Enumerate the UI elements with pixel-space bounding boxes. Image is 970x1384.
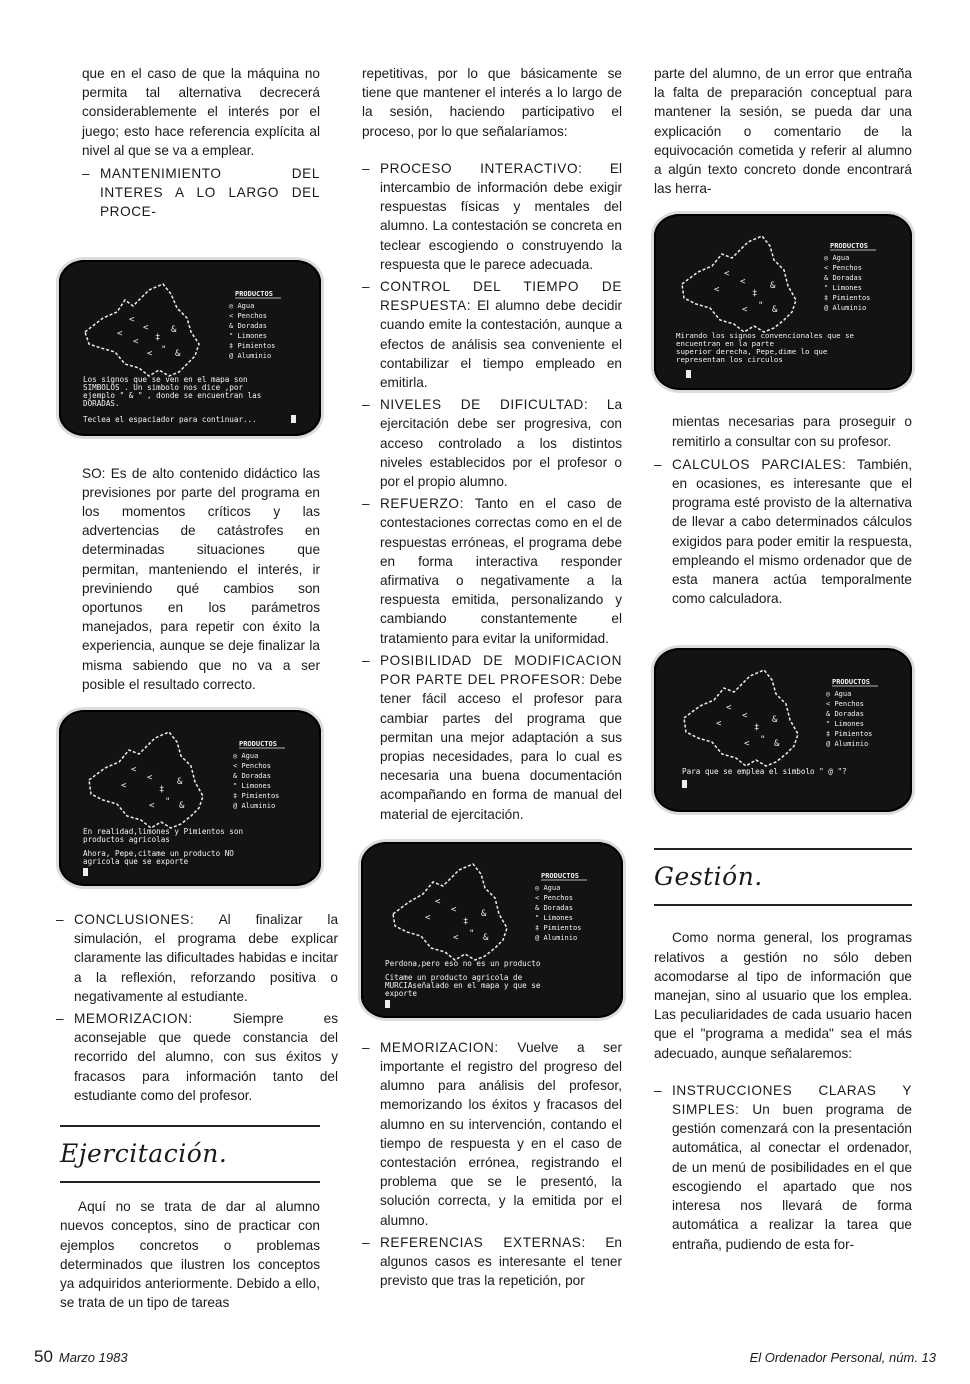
screen-graphic [361,842,623,1018]
item-text: La ejercitación debe ser progresiva, con acceso controlado a los distintos niveles establecidos por el profesor o por el propio alumno. [380,397,623,490]
legend-label: Penchos [543,893,573,902]
legend-symbol: " [826,720,831,729]
divider [60,1181,320,1183]
item-keyword: MANTENIMIENTO DEL INTERES A LO LARGO DEL PROCE- [100,166,320,220]
svg-text:‡ Pimientos [824,294,870,302]
list-item: – CONTROL DEL TIEMPO DE RESPUESTA: El alumno debe decidir cuando emite la contestación, aunque a efectos de análisis sea conveniente el contabilizar el tiempo empleado en emitirla. [362,279,622,391]
legend [535,872,587,942]
paragraph: repetitivas, por lo que básicamente se tiene que mantener el interés a lo largo de la sesión, haciendo participativo el proceso, por lo que señalaríamos: [362,66,622,139]
item-text: Tanto en el caso de contestaciones correctas como en el de respuestas erróneas, el programa debe en forma interactiva responder afirmativa o negativamente a la respuesta emitida, personalizando y cambiando constantemente el tratamiento para evitar la uniformidad. [380,496,622,646]
screen-graphic [59,710,321,886]
svg-text:& Doradas [535,904,573,912]
item-keyword: CONTROL DEL TIEMPO DE RESPUESTA: [380,279,622,314]
svg-text:& Doradas [826,710,864,718]
divider [654,848,912,850]
svg-text:&: & [179,801,185,812]
legend-label: Agua [543,883,561,892]
item-keyword: POSIBILIDAD DE MODIFICACION POR PARTE DEL PROFESOR: [380,652,622,688]
svg-text:< Penchos [826,700,864,708]
svg-text:‡ Pimientos [229,342,275,350]
screen-text [682,767,847,776]
legend-title: PRODUCTOS [239,740,277,749]
legend-label: Penchos [237,311,267,320]
section-title: Gestión. [654,862,763,892]
svg-text:<: < [147,348,153,359]
legend-title: PRODUCTOS [541,871,579,880]
legend-symbol: ◎ [826,690,831,699]
column-3 [654,64,912,1257]
legend-symbol: & [824,274,829,283]
svg-text:" Limones [229,332,267,340]
svg-text:" Limones [535,914,573,922]
legend-symbol: ‡ [229,341,234,350]
legend-label: Limones [237,331,267,340]
svg-text:<: < [149,801,155,812]
legend-label: Penchos [832,264,862,273]
column-2 [362,64,622,1293]
legend-symbol: " [824,284,829,293]
list-item: – MEMORIZACION: Siempre es aconsejable que quede constancia del recorrido del alumno, con sus éxitos y fracasos para información tanto del estudiante como del profesor. [56,1011,338,1103]
svg-text:&: & [177,777,183,788]
map-outline [85,284,199,376]
legend-symbol: ‡ [824,294,829,303]
item-text: También, en ocasiones, es interesante que el programa esté provisto de la alternativa de llevar a cabo determinados cálculos exigidos para poder emitir la respuesta, empleando el mismo ordenador que de esta manera actúa temporalmente como calculadora. [672,456,913,607]
svg-text:": " [758,301,764,312]
map-outline [684,670,798,766]
screen-figure [654,214,912,390]
legend [229,290,281,360]
svg-text:<: < [742,305,748,316]
map-outline [682,236,796,332]
legend-title: PRODUCTOS [832,678,870,687]
svg-text:&: & [772,715,778,726]
screen-line: exporte [385,988,418,998]
svg-text:<: < [724,269,730,280]
svg-text:<: < [131,765,137,776]
svg-text:<: < [740,277,746,288]
svg-text:" Limones [826,720,864,728]
legend-label: Doradas [832,274,862,283]
svg-text:‡ Pimientos [233,792,279,800]
section-header [60,1125,320,1183]
svg-text:< Penchos [229,312,267,320]
legend-label: Aluminio [237,351,272,360]
legend-symbol: " [233,782,238,791]
svg-text:◎ Agua [233,752,258,760]
legend-title: PRODUCTOS [235,289,273,298]
screen-text [83,375,261,424]
legend-label: Agua [241,752,259,761]
svg-text:‡: ‡ [463,916,469,927]
screen-figure [654,648,912,812]
svg-text:◎ Agua [824,254,849,262]
svg-text:": " [469,928,475,939]
item-text: Debe tener fácil acceso el profesor para cambiar partes del programa que permitan una mejor adaptación a sus propias necesidades, para lo cual es necesaria una buena documentación acompañando en forma de manual del material de ejercitación. [380,672,622,822]
svg-text:<: < [143,322,149,333]
legend-label: Aluminio [543,933,578,942]
section-title: Ejercitación. [60,1139,228,1169]
screen-line: DORADAS. [83,398,120,408]
screen-line: encuentran en la parte [676,339,774,349]
legend-symbol: & [535,903,540,912]
svg-text:& Doradas [233,772,271,780]
svg-text:‡: ‡ [754,723,760,734]
legend-symbol: ◎ [824,254,829,263]
item-text: Un buen programa de gestión comenzará con la presentación automática, al conectar el ordenador, de un menú de posibilidades en el que escogiendo el apartado que nos interesa nos llevará de forma automática a realizar la tarea que entraña, pudiendo de esta for- [672,1102,912,1252]
svg-text:&: & [175,348,181,359]
legend-label: Pimientos [543,923,582,932]
legend-symbol: " [535,913,540,922]
legend-symbol: @ [535,933,540,942]
svg-text:@ Aluminio [233,802,275,810]
legend-label: Doradas [237,321,267,330]
screen-line: Teclea el espaciador para continuar... [83,414,257,424]
cursor [682,780,687,788]
legend [826,678,878,748]
screen-line: ejemplo " & " , donde se encuentran las [83,390,262,400]
computer-screen [361,842,623,1018]
legend-symbol: ◎ [535,883,540,892]
legend-symbol: @ [824,304,829,313]
svg-text:" Limones [233,782,271,790]
legend-symbol: ‡ [826,730,831,739]
svg-text:<: < [121,781,127,792]
legend-symbol: < [535,893,540,902]
item-keyword: NIVELES DE DIFICULTAD: [380,397,589,413]
screen-graphic [654,648,912,812]
screen-line: Mirando los signos convencionales que se [676,331,854,341]
legend-label: Pimientos [832,294,871,303]
legend-label: Aluminio [834,740,869,749]
legend-symbol: < [826,700,831,709]
svg-text:◎ Agua [826,690,851,698]
svg-text:&: & [483,932,489,943]
map-outline [393,864,507,960]
legend-label: Limones [543,913,573,922]
list-item: – MANTENIMIENTO DEL INTERES A LO LARGO DEL PROCE- [82,166,320,220]
svg-text:< Penchos [824,264,862,272]
list-item: – POSIBILIDAD DE MODIFICACION POR PARTE DEL PROFESOR: Debe tener fácil acceso el profesor para cambiar partes del programa que permitan una mejor adaptación a sus propias necesidades, para lo cual es necesaria una buena documentación acompañando en forma de manual del material de ejercitación. [362,652,622,822]
svg-text:<: < [453,932,459,943]
paragraph: Aquí no se trata de dar al alumno nuevos conceptos, sino de practicar con ejemplos concretos o problemas determinados que ilustren los conceptos ya adquiridos anteriormente. Debido a ello, se trata de un tipo de tareas [60,1199,320,1311]
svg-text:‡: ‡ [155,332,161,343]
legend-symbol: ◎ [229,301,234,310]
screen-figure [60,710,320,886]
screen-line: agricola que se exporte [83,857,189,867]
svg-text:&: & [772,305,778,316]
svg-text:&: & [481,908,487,919]
legend-symbol: ◎ [233,752,238,761]
legend-label: Agua [834,690,852,699]
svg-text:<: < [451,904,457,915]
svg-text:@ Aluminio [229,352,271,360]
item-keyword: REFERENCIAS EXTERNAS: [380,1234,586,1250]
legend-label: Doradas [834,710,864,719]
screen-line: representan los circulos [676,355,783,365]
cursor [291,415,296,423]
legend-symbol: ‡ [535,923,540,932]
computer-screen [654,648,912,812]
item-text: En algunos casos es interesante el tener previsto que tras la repetición, por [380,1234,622,1289]
screen-text [385,959,541,998]
legend [233,740,285,810]
computer-screen [654,214,912,390]
legend-label: Aluminio [832,304,867,313]
item-text: Siempre es aconsejable que quede constancia del recorrido del alumno, con sus éxitos y fracasos para información tanto del estudiante como del profesor. [74,1011,338,1103]
cursor [83,868,88,876]
svg-text:<: < [716,719,722,730]
issue-date: Marzo 1983 [58,1350,128,1365]
paragraph: que en el caso de que la máquina no permita tal alternativa decrecerá considerablemente el interés por el juego; esto hace referencia explícita al nivel al que se va a emplear. [82,66,320,158]
legend-label: Agua [237,301,255,310]
item-keyword: INSTRUCCIONES CLARAS Y SIMPLES: [672,1082,912,1118]
item-keyword: REFUERZO: [380,496,464,512]
item-text: El alumno debe decidir cuando emite la contestación, aunque a efectos de análisis sea conveniente el contabilizar el tiempo empleado en emitirla. [380,298,622,391]
legend-symbol: @ [826,740,831,749]
screen-graphic [59,260,321,436]
legend-label: Agua [832,254,850,263]
list-item: – NIVELES DE DIFICULTAD: La ejercitación debe ser progresiva, con acceso controlado a los distintos niveles establecidos por el profesor o por el propio alumno. [362,397,623,490]
screen-line: MURCIAseñalado en el mapa y que se [385,980,541,990]
screen-line: productos agricolas [83,835,170,845]
item-keyword: MEMORIZACION: [380,1039,499,1055]
svg-text:‡: ‡ [752,289,758,300]
legend-title: PRODUCTOS [830,242,868,251]
screen-line: Los signos que se ven en el mapa son [83,374,248,384]
page-number: 50 [34,1347,53,1366]
list-item: – CONCLUSIONES: Al finalizar la simulación, el programa debe explicar claramente las dificultades habidas e incitar a la reflexión, reforzando positiva o negativamente al estudiante. [56,912,339,1004]
item-text: El intercambio de información debe exigir respuestas físicas y mentales del alumno. La contestación se concreta en teclear escogiendo o construyendo la respuesta que le parece adecuada. [380,160,623,272]
svg-text:@ Aluminio [824,304,866,312]
svg-text:<: < [726,703,732,714]
divider [60,1125,320,1127]
svg-text:<: < [714,285,720,296]
item-keyword: CALCULOS PARCIALES: [672,456,847,472]
svg-text:‡: ‡ [159,785,165,796]
screen-figure [60,260,320,436]
legend-symbol: " [229,331,234,340]
list-item: – REFUERZO: Tanto en el caso de contestaciones correctas como en el de respuestas erróneas, el programa debe en forma interactiva responder afirmativa o negativamente a la respuesta emitida, personalizando y cambiando constantemente el tratamiento para evitar la uniformidad. [362,496,622,646]
item-keyword: CONCLUSIONES: [74,912,195,928]
screen-line: En realidad,limones y Pimientos son [83,827,244,837]
screen-line: Para que se emplea el simbolo " @ "? [682,767,847,777]
svg-text:": " [760,735,766,746]
legend-label: Pimientos [237,341,276,350]
map-outline [89,732,203,828]
svg-text:< Penchos [233,762,271,770]
svg-text:" Limones [824,284,862,292]
legend-symbol: ‡ [233,792,238,801]
legend-symbol: < [824,264,829,273]
svg-text:<: < [117,328,123,339]
svg-text:& Doradas [229,322,267,330]
legend-symbol: < [233,762,238,771]
divider [654,904,912,906]
legend-label: Aluminio [241,802,276,811]
svg-text:& Doradas [824,274,862,282]
page-footer-left [34,1347,128,1367]
legend-label: Doradas [543,903,573,912]
svg-text:<: < [435,896,441,907]
svg-text:<: < [133,336,139,347]
section-header [654,848,912,906]
cursor [686,370,691,378]
paragraph: parte del alumno, de un error que entraña la falta de preparación conceptual para mantener la sesión, se pueda dar una explicación o comentario de la equivocación cometida y referir al alumno a algún texto concreto donde encontrará las herra- [654,66,912,197]
svg-text:&: & [770,281,776,292]
svg-text:&: & [171,324,177,335]
item-keyword: MEMORIZACION: [74,1011,193,1027]
computer-screen [59,710,321,886]
column-1 [56,64,339,1316]
svg-text:< Penchos [535,894,573,902]
screen-figure [362,842,622,1018]
legend-symbol: < [229,311,234,320]
svg-text:<: < [744,739,750,750]
legend-label: Penchos [241,762,271,771]
computer-screen [59,260,321,436]
legend-label: Limones [834,720,864,729]
legend-label: Doradas [241,772,271,781]
cursor [385,1000,390,1008]
svg-text:@ Aluminio [826,740,868,748]
paragraph: Como norma general, los programas relativos a gestión no sólo deben acomodarse al tipo de información que manejan, sino al usuario que los emplea. Las peculiaridades de cada usuario hacen que el "programa a medida" sea el más adecuado, aunque señalaremos: [654,930,912,1061]
screen-line: Perdona,pero eso no es un producto [385,958,541,968]
item-keyword: PROCESO INTERACTIVO: [380,160,583,176]
svg-text:": " [165,797,171,808]
paragraph: mientas necesarias para proseguir o remitirlo a consultar con su profesor. [672,414,912,449]
list-item: – MEMORIZACION: Vuelve a ser importante el registro del progreso del alumno para análisis del profesor, memorizando los éxitos y fracasos del alumno en su intervención, contando el tiempo de respuesta y en el caso de contestación errónea, registrando el problema que se le presentó, la solución correcta, y la emitida por el alumno. [362,1039,623,1228]
list-item: – INSTRUCCIONES CLARAS Y SIMPLES: Un buen programa de gestión comenzará con la presentación automática, al conectar el ordenador, de un menú de posibilidades en el que escogiendo el apartado que nos interesa nos llevará de forma automática a realizar la tarea que entraña, pudiendo de esta for- [654,1082,912,1252]
legend [824,242,876,312]
screen-text [676,331,855,364]
svg-text:‡ Pimientos [826,730,872,738]
legend-label: Pimientos [241,792,280,801]
legend-symbol: @ [233,802,238,811]
magazine-name: El Ordenador Personal, núm. 13 [749,1350,936,1365]
legend-label: Limones [241,782,271,791]
legend-symbol: & [229,321,234,330]
screen-line: Ahora, Pepe,citame un producto NO [83,849,234,859]
svg-text:": " [161,344,167,355]
paragraph: SO: Es de alto contenido didáctico las previsiones por parte del programa en los momentos críticos y las advertencias de catástrofes en determinadas situaciones que permitan, manteniendo el interés, ir previniendo qué cambios son oportunos en los parámetros manejados, para repetir con éxito la experiencia, aunque se deje finalizar la misma sabiendo que no va a ser posible el resultado correcto. [82,465,320,692]
screen-line: SIMBOLOS . Un simbolo nos dice ,por [83,382,244,392]
legend-label: Pimientos [834,730,873,739]
svg-text:‡ Pimientos [535,924,581,932]
screen-line: Citame un producto agricola de [385,972,523,982]
svg-text:<: < [742,711,748,722]
list-item: – CALCULOS PARCIALES: También, en ocasiones, es interesante que el programa esté provisto de la alternativa de llevar a cabo determinados cálculos exigidos para poder emitir la respuesta, empleando el mismo ordenador que de esta manera actúa temporalmente como calculadora. [654,456,913,607]
svg-text:◎ Agua [535,884,560,892]
legend-symbol: @ [229,351,234,360]
list-item: – REFERENCIAS EXTERNAS: En algunos casos es interesante el tener previsto que tras la repetición, por [362,1234,622,1289]
list-item: – PROCESO INTERACTIVO: El intercambio de información debe exigir respuestas físicas y mentales del alumno. La contestación se concreta en teclear escogiendo o construyendo la respuesta que le parece adecuada. [362,160,623,272]
svg-text:<: < [129,314,135,325]
svg-text:&: & [774,739,780,750]
svg-text:<: < [425,912,431,923]
legend-symbol: & [233,772,238,781]
svg-text:@ Aluminio [535,934,577,942]
item-text: Al finalizar la simulación, el programa debe explicar claramente las dificultades habidas e incitar a la reflexión, reforzando positiva o negativamente al estudiante. [74,912,339,1004]
screen-text [83,827,243,866]
svg-text:<: < [147,773,153,784]
legend-label: Penchos [834,700,864,709]
legend-label: Limones [832,284,862,293]
screen-graphic [654,214,912,390]
legend-symbol: & [826,710,831,719]
item-text: Vuelve a ser importante el registro del progreso del alumno para análisis del profesor, memorizando los éxitos y fracasos del alumno en su intervención, contando el tiempo de respuesta y en el caso de contestación errónea, registrando el problema que se le presentó, la solución correcta, y la emitida por el alumno. [380,1039,623,1228]
screen-line: superior derecha, Pepe,dime lo que [676,347,828,357]
svg-text:◎ Agua [229,302,254,310]
